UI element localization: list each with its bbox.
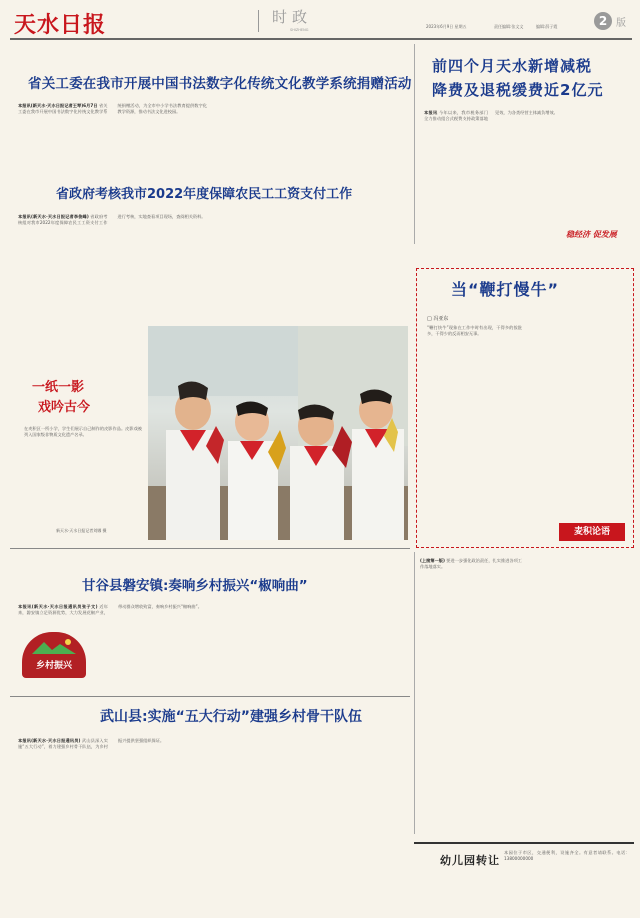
article-5-headline: 武山县:实施“五大行动”建强乡村骨干队伍 <box>100 709 362 725</box>
article-3-byline: 本报讯 <box>424 110 438 115</box>
masthead <box>0 0 640 42</box>
photo-caption-box <box>14 366 146 542</box>
article-1-text: 省关工委在我市开展中国书法数字化传统文化教学系统捐赠活动，为全市中小学书法教育提供数字化教学资源，推动书法文化进校园。 <box>18 103 207 115</box>
photo-credit: 新天水·天水日报记者刘娜 摄 <box>56 528 107 533</box>
article-2-body <box>18 214 406 314</box>
rural-revitalization-logo <box>22 632 86 678</box>
opinion-column-badge <box>559 523 625 541</box>
photo-caption-title <box>32 378 90 418</box>
article-4-headline: 甘谷县磐安镇:奏响乡村振兴“椒响曲” <box>82 578 308 594</box>
photo-caption-body: 在麦积区一所小学，学生们展示自己制作的皮影作品。皮影戏被列入国家级非物质文化遗产名录。 <box>24 426 142 438</box>
rural-revitalization-text: 乡村振兴 <box>35 661 72 671</box>
economy-badge-text: 稳经济 促发展 <box>566 230 617 239</box>
column-divider-right-lower <box>414 552 415 834</box>
news-photo-illustration <box>148 326 408 540</box>
article-3-text: 今年以来，我市税务部门全力推动组合式税费支持政策落地见效，为各类经营主体减负增效。 <box>424 110 558 122</box>
photo-caption-title-line-1: 一纸一影 <box>32 380 85 395</box>
article-4-text: 近年来，磐安镇立足资源优势，大力发展花椒产业，带动群众增收致富，奏响乡村振兴“椒响曲”。 <box>18 604 202 616</box>
article-3-headline-line-2: 降费及退税缓费近2亿元 <box>432 81 604 99</box>
student-2 <box>228 401 278 540</box>
article-6-body <box>420 558 632 836</box>
rural-revitalization-icon <box>22 636 86 658</box>
section-rule-3 <box>10 696 410 697</box>
page-number-badge <box>594 12 612 30</box>
opinion-column-label: 麦积论语 <box>573 527 610 537</box>
economy-badge <box>566 222 628 239</box>
section-rule-2 <box>10 548 410 549</box>
column-divider-right <box>414 44 415 244</box>
article-6-byline: (上接第一版) <box>420 558 445 563</box>
article-5-byline: 本报讯(新天水·天水日报通讯员) <box>18 738 81 743</box>
newspaper-logo: 天水日报 <box>14 12 107 38</box>
designer-credit: 编辑:薛子霞 <box>536 24 558 29</box>
editor-credit: 责任编辑:张文文 <box>494 24 524 29</box>
article-1-byline: 本报讯(新天水·天水日报记者王琴)6月7日 <box>18 103 98 108</box>
photo-caption-title-line-2: 戏吟古今 <box>38 400 91 415</box>
ad-body: 本园位于市区，交通便利，设施齐全。有意者请联系。电话：13800000000 <box>504 850 630 862</box>
opinion-title: 当“鞭打慢牛” <box>451 280 560 299</box>
classified-ad <box>414 842 634 912</box>
ad-title: 幼儿园转让 <box>440 854 500 867</box>
article-1-headline: 省关工委在我市开展中国书法数字化传统文化教学系统捐赠活动 <box>28 76 412 92</box>
article-2-text: 省政府考核组对我市2022年度保障农民工工资支付工作进行考核，实地查看项目现场，查阅相关资料。 <box>18 214 206 226</box>
article-1-body <box>18 103 406 169</box>
page-number: 2 <box>598 14 608 28</box>
issue-date: 2023年6月9日 星期五 <box>426 24 467 29</box>
opinion-body: “鞭打快牛”现象在工作中时有出现，干得多的挨批多，干得少的反而相安无事。 <box>427 325 522 337</box>
page-label: 版 <box>616 18 626 29</box>
article-6-text: 要进一步强化政治责任，扎实推进各项工作落地落实。 <box>420 558 522 570</box>
opinion-box <box>416 268 634 548</box>
student-1 <box>166 381 220 540</box>
section-name: 时政 <box>272 8 313 26</box>
article-2-byline: 本报讯(新天水·天水日报记者李俊峰) <box>18 214 89 219</box>
article-3-headline-line-1: 前四个月天水新增减税 <box>432 57 593 75</box>
article-4-byline: 本报讯(新天水·天水日报通讯员张子文) <box>18 604 98 609</box>
news-photo <box>148 326 408 540</box>
section-pinyin: SHIZHENG <box>290 28 309 32</box>
masthead-rule <box>10 38 632 40</box>
article-3-headline <box>432 54 628 102</box>
article-2-headline: 省政府考核我市2022年度保障农民工工资支付工作 <box>56 187 353 202</box>
masthead-divider <box>258 10 259 32</box>
article-5-body <box>18 738 408 906</box>
opinion-author: □ 冯亚东 <box>427 316 449 322</box>
article-5-text: 武山县深入实施“五大行动”，着力建强乡村骨干队伍，为乡村振兴提供坚强组织保证。 <box>18 738 165 750</box>
